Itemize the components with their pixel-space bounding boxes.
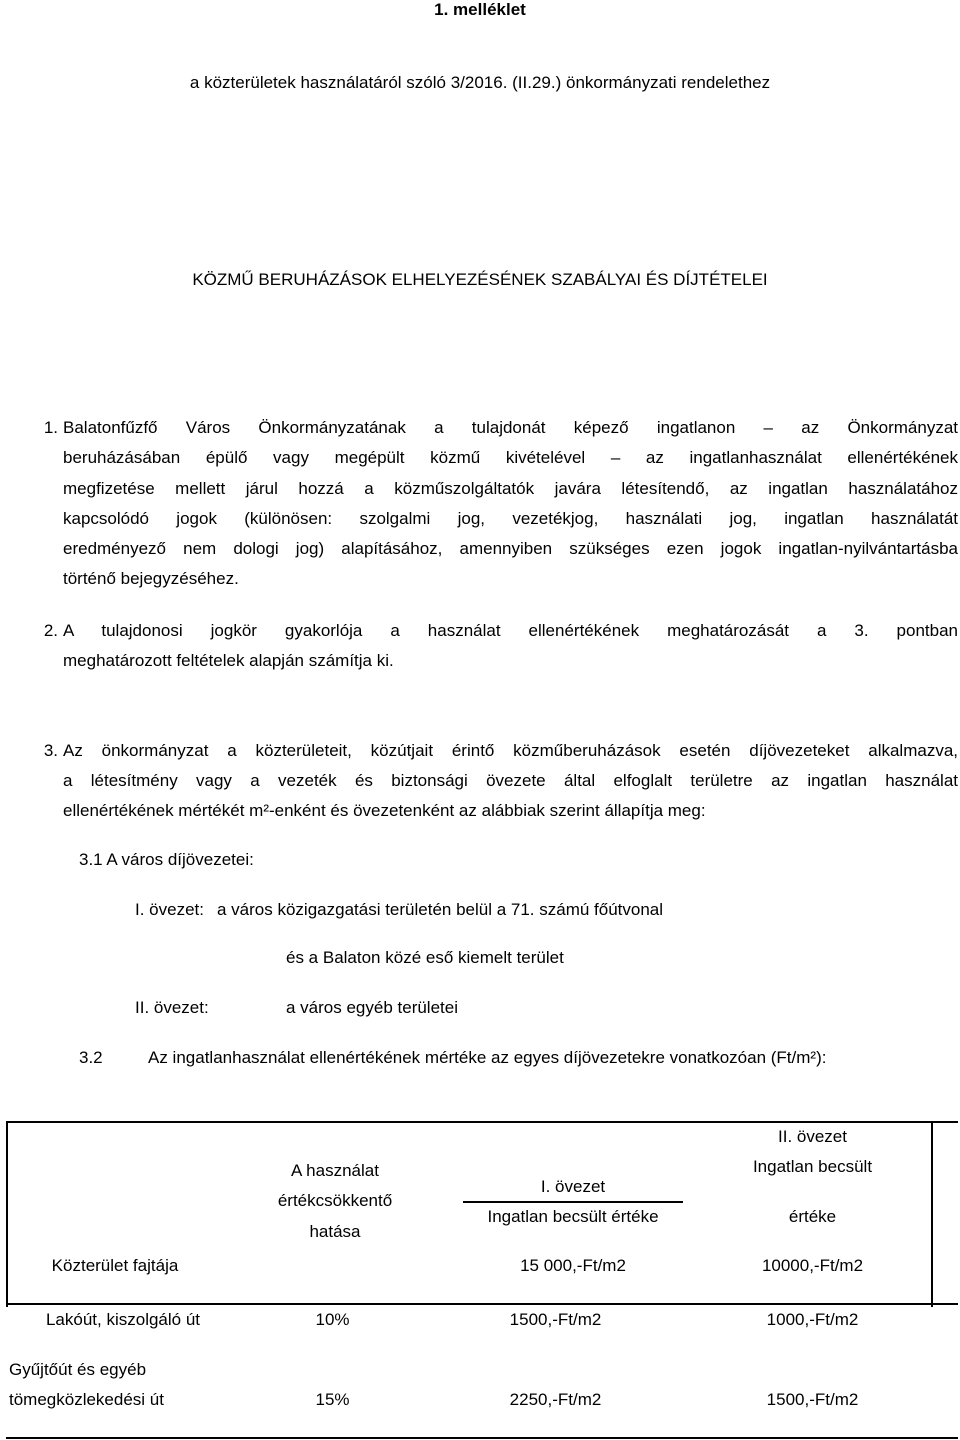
subsection-heading: 3.1 A város díjövezetei: [79, 850, 254, 869]
type-header: Közterület fajtája [51, 1256, 179, 1275]
document-title: KÖZMŰ BERUHÁZÁSOK ELHELYEZÉSÉNEK SZABÁLYAI ÉS DÍJTÉTELEI [192, 270, 768, 289]
paragraph-line: meghatározott feltételek alapján számítja ki. [63, 651, 394, 670]
zone-1-label: I. övezet: [135, 900, 204, 919]
paragraph-line: történő bejegyzéséhez. [63, 569, 239, 588]
subsection-number: 3.2 [79, 1048, 103, 1067]
effect-header-line: értékcsökkentő [277, 1191, 393, 1210]
road-type-cell-line: Gyűjtőút és egyéb [9, 1360, 147, 1379]
zone-1-header: I. övezet [540, 1177, 606, 1196]
subsection-text: Az ingatlanhasználat ellenértékének mértéke az egyes díjövezetekre vonatkozóan (Ft/m²): [148, 1048, 827, 1067]
paragraph-line: ellenértékének mértékét m²-enként és övezetenként az alábbiak szerint állapítja meg: [63, 801, 706, 820]
zone-2-header: II. övezet [778, 1127, 847, 1146]
zone-1-fee-cell: 1500,-Ft/m2 [509, 1310, 602, 1329]
effect-cell: 10% [315, 1310, 350, 1329]
zone-1-base-value: 15 000,-Ft/m2 [520, 1256, 626, 1275]
paragraph-line: beruházásában épülő vagy megépült közmű kivételével – az ingatlanhasználat ellenértékének [63, 448, 958, 467]
document-subtitle: a közterületek használatáról szóló 3/2016. (II.29.) önkormányzati rendelethez [189, 73, 771, 92]
zone-2-fee-cell: 1500,-Ft/m2 [766, 1390, 859, 1409]
section-number: 2. [43, 621, 58, 640]
zone-2-subheader: Ingatlan becsült [752, 1157, 873, 1176]
zone-1-description-continued: és a Balaton közé eső kiemelt terület [286, 948, 564, 967]
zone-1-description: a város közigazgatási területén belül a 71. számú főútvonal [217, 900, 664, 919]
zone-2-base-value: 10000,-Ft/m2 [761, 1256, 864, 1275]
zone-2-label: II. övezet: [135, 998, 209, 1017]
paragraph-line: Balatonfűzfő Város Önkormányzatának a tulajdonát képező ingatlanon – az Önkormányzat [63, 418, 958, 437]
section-number: 3. [43, 741, 58, 760]
paragraph-line: Az önkormányzat a közterületeit, közútjait érintő közműberuházások esetén díjövezeteket alkalmazva, [63, 741, 958, 760]
paragraph-line: kapcsolódó jogok (különösen: szolgalmi jog, vezetékjog, használati jog, ingatlan használatát [63, 509, 958, 528]
paragraph-line: megfizetése mellett járul hozzá a közműszolgáltatók javára létesítendő, az ingatlan használatához [63, 479, 958, 498]
zone-2-description: a város egyéb területei [286, 998, 458, 1017]
paragraph-line: eredményező nem dologi jog) alapításához, amennyiben szükséges ezen jogok ingatlan-nyilvántartásba [63, 539, 958, 558]
annex-label: 1. melléklet [434, 0, 526, 19]
zone-1-subheader: Ingatlan becsült értéke [487, 1207, 659, 1226]
road-type-cell-line: tömegközlekedési út [9, 1390, 164, 1409]
road-type-cell: Lakóút, kiszolgáló út [45, 1310, 201, 1329]
table-border-left [6, 1121, 8, 1307]
zone-1-underline [463, 1201, 683, 1203]
zone-2-subheader-continued: értéke [788, 1207, 837, 1226]
table-border-bottom [6, 1437, 958, 1439]
table-border-right [931, 1121, 933, 1307]
effect-header-line: hatása [309, 1222, 361, 1241]
zone-2-fee-cell: 1000,-Ft/m2 [766, 1310, 859, 1329]
effect-cell: 15% [315, 1390, 350, 1409]
paragraph-line: a létesítmény vagy a vezeték és biztonsági övezete által elfoglalt területre az ingatlan használat [63, 771, 958, 790]
section-number: 1. [43, 418, 58, 437]
effect-header-line: A használat [291, 1161, 379, 1180]
paragraph-line: A tulajdonosi jogkör gyakorlója a használat ellenértékének meghatározását a 3. pontban [63, 621, 958, 640]
table-header-separator [6, 1303, 958, 1305]
zone-1-fee-cell: 2250,-Ft/m2 [509, 1390, 602, 1409]
table-border-top [6, 1121, 958, 1123]
